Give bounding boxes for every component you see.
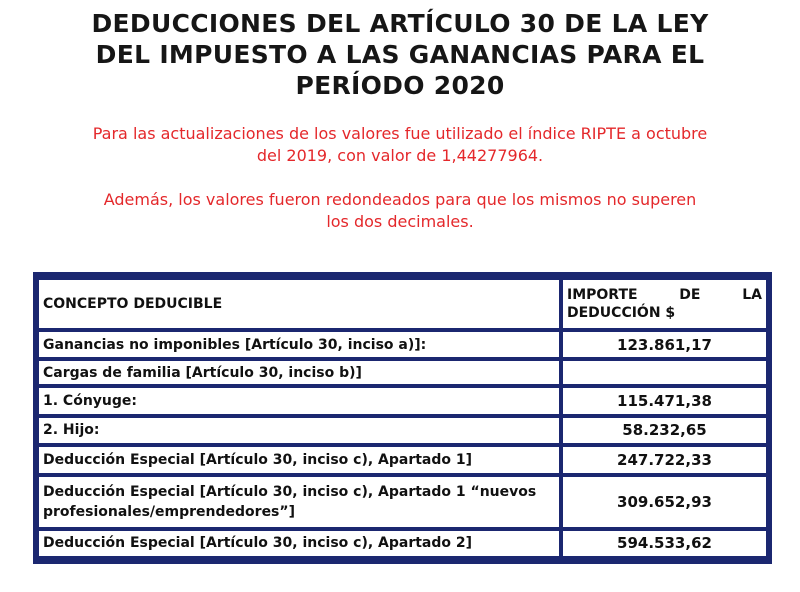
table-row [37,388,768,413]
row-concept: 1. Cónyuge: [37,388,561,413]
header-concept: CONCEPTO DEDUCIBLE [37,280,561,328]
row-amount: 594.533,62 [561,531,768,556]
row-amount: 123.861,17 [561,332,768,357]
row-amount: 247.722,33 [561,447,768,472]
row-concept: Deducción Especial [Artículo 30, inciso c), Apartado 1 “nuevos profesionales/emprendedores”] [37,477,561,527]
deductions-table [37,276,768,560]
row-amount [561,361,768,384]
row-amount: 58.232,65 [561,418,768,443]
table-row [37,447,768,472]
rounding-note-line-1: Además, los valores fueron redondeados para que los mismos no superen [103,190,697,209]
table-row [37,477,768,527]
row-concept: Cargas de familia [Artículo 30, inciso b)] [37,361,561,384]
rounding-note-line-2: los dos decimales. [326,212,474,231]
title-line-1: DEDUCCIONES DEL ARTÍCULO 30 DE LA LEY [91,9,709,38]
row-concept: Deducción Especial [Artículo 30, inciso c), Apartado 1] [37,447,561,472]
row-concept: Ganancias no imponibles [Artículo 30, inciso a)]: [37,332,561,357]
ripte-note [40,123,760,167]
deductions-table-frame [33,272,772,564]
rounding-note [40,189,760,233]
page-title [40,8,760,101]
ripte-note-line-2: del 2019, con valor de 1,44277964. [256,146,544,165]
table-row [37,531,768,556]
header-amount-line-1: IMPORTE DE LA [567,287,762,303]
table-row [37,361,768,384]
table-row [37,418,768,443]
row-amount: 115.471,38 [561,388,768,413]
header-amount [561,280,768,328]
table-header-row [37,280,768,328]
ripte-note-line-1: Para las actualizaciones de los valores fue utilizado el índice RIPTE a octubre [92,124,708,143]
title-line-2: DEL IMPUESTO A LAS GANANCIAS PARA EL [95,40,705,69]
header-amount-line-2: DEDUCCIÓN $ [567,305,676,321]
title-line-3: PERÍODO 2020 [295,71,505,100]
row-amount: 309.652,93 [561,477,768,527]
row-concept: 2. Hijo: [37,418,561,443]
row-concept: Deducción Especial [Artículo 30, inciso c), Apartado 2] [37,531,561,556]
table-row [37,332,768,357]
